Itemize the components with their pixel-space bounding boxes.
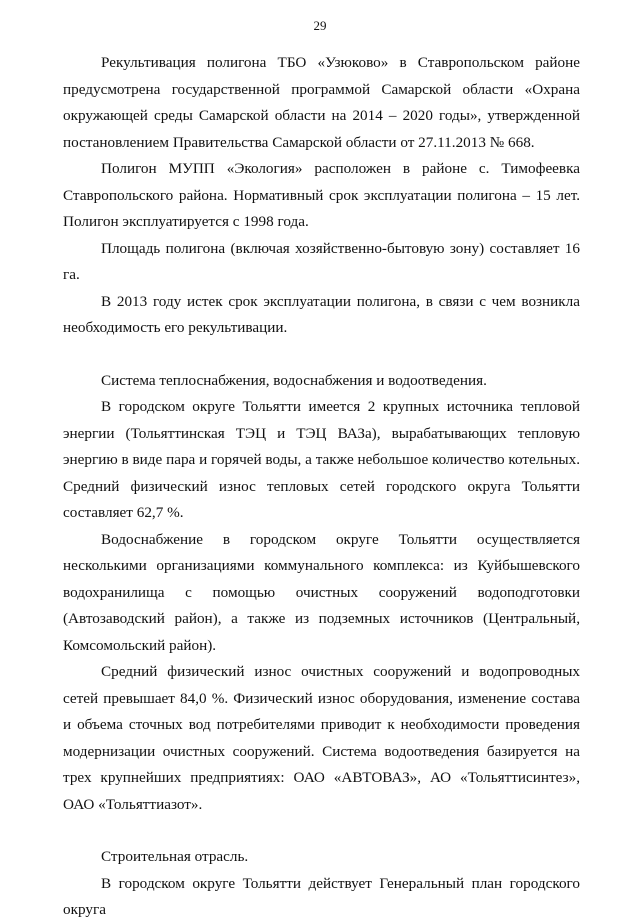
paragraph-landfill-location: Полигон МУПП «Экология» расположен в районе с. Тимофеевка Ставропольского района. Нормативный срок эксплуатации полигона – 15 лет. Полигон эксплуатируется с 1998 года. bbox=[63, 160, 580, 230]
document-body bbox=[63, 50, 580, 924]
paragraph-general-plan: В городском округе Тольятти действует Генеральный план городского округа bbox=[63, 874, 580, 918]
section-heading-utilities: Система теплоснабжения, водоснабжения и водоотведения. bbox=[101, 371, 487, 389]
page-number: 29 bbox=[313, 18, 327, 33]
paragraph-heat-supply: В городском округе Тольятти имеется 2 крупных источника тепловой энергии (Тольяттинская ТЭЦ и ТЭЦ ВАЗа), вырабатывающих тепловую энергию в виде пара и горячей воды, а также небольшое количество котельных. Средний физический износ тепловых сетей городского округа Тольятти составляет 62,7 %. bbox=[63, 398, 580, 521]
section-heading-construction: Строительная отрасль. bbox=[101, 848, 249, 865]
paragraph-landfill-area: Площадь полигона (включая хозяйственно-бытовую зону) составляет 16 га. bbox=[63, 239, 580, 283]
paragraph-landfill-reclamation: Рекультивация полигона ТБО «Узюково» в Ставропольском районе предусмотрена государственной программой Самарской области «Охрана окружающей среды Самарской области на 2014 – 2020 годы», утвержденной постановлением Правительства Самарской области от 27.11.2013 № 668. bbox=[63, 54, 580, 151]
paragraph-water-supply: Водоснабжение в городском округе Тольятти осуществляется несколькими организациями коммунального комплекса: из Куйбышевского водохранилища с помощью очистных сооружений водоподготовки (Автозаводский район), а также из подземных источников (Центральный, Комсомольский район). bbox=[63, 530, 580, 654]
paragraph-landfill-expiry: В 2013 году истек срок эксплуатации полигона, в связи с чем возникла необходимость его рекультивации. bbox=[63, 292, 580, 336]
paragraph-wastewater: Средний физический износ очистных сооружений и водопроводных сетей превышает 84,0 %. Физический износ оборудования, изменение состава и объема сточных вод потребителями приводит к необходимости проведения модернизации очистных сооружений. Система водоотведения базируется на трех крупнейших предприятиях: ОАО «АВТОВАЗ», АО «Тольяттисинтез», ОАО «Тольяттиазот». bbox=[63, 663, 580, 813]
